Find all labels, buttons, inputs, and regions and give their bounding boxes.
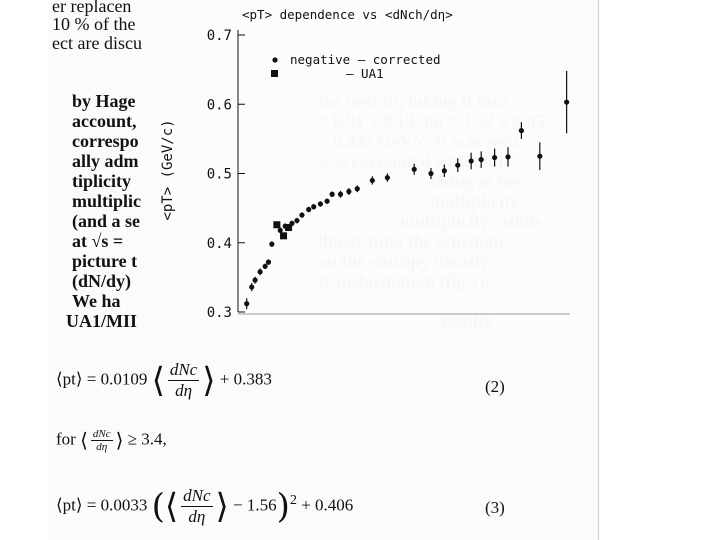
equation-2 — [56, 360, 272, 401]
data-point-negative — [325, 199, 330, 204]
legend — [271, 52, 441, 81]
equation-3-number: (3) — [485, 498, 505, 517]
pt-vs-multiplicity-figure — [150, 0, 586, 345]
eq3-lhs: ⟨pt⟩ = 0.0033 — [56, 495, 148, 515]
bg-line: er replacen — [52, 0, 132, 16]
data-point-negative — [537, 154, 542, 159]
data-point-negative — [294, 218, 299, 223]
eq3-frac-den: dη — [188, 507, 206, 526]
data-point-negative — [252, 278, 257, 283]
eq2-lhs: ⟨pt⟩ = 0.0109 — [56, 369, 148, 389]
legend-label-negative: negative — corrected — [290, 52, 441, 67]
bg-line: by Hage — [72, 91, 136, 111]
data-point-negative — [258, 269, 263, 274]
bg-line: 10 % of the — [52, 14, 136, 34]
data-point-negative — [564, 100, 569, 105]
legend-circle-marker — [272, 57, 277, 62]
eq2-frac-den: dη — [175, 381, 192, 400]
data-point-negative — [370, 178, 375, 183]
y-tick-label: 0.4 — [206, 235, 232, 252]
eq2-frac-num: dNc — [169, 360, 198, 379]
left-angle-bracket: ⟨ — [151, 360, 165, 401]
data-point-negative — [469, 158, 474, 163]
condition-frac-den: dη — [96, 441, 108, 453]
page-edge-line — [598, 0, 599, 540]
data-point-negative — [442, 168, 447, 173]
eq3-frac-num: dNc — [183, 486, 211, 505]
right-angle-bracket: ⟩ — [215, 486, 229, 527]
data-point-negative — [412, 167, 417, 172]
left-angle-bracket: ⟨ — [164, 486, 179, 527]
data-point-negative — [244, 301, 249, 306]
y-tick-label: 0.5 — [206, 166, 232, 183]
data-point-negative — [299, 212, 304, 217]
data-point-negative — [278, 228, 283, 233]
condition-frac-num: dNc — [92, 428, 111, 440]
bg-line: at √s = — [72, 231, 124, 251]
eq3-power: 2 — [289, 491, 297, 508]
left-paren: ( — [151, 486, 165, 527]
data-point-negative — [428, 171, 433, 176]
data-point-negative — [385, 175, 390, 180]
data-point-negative — [479, 157, 484, 162]
bg-line: tiplicity — [72, 171, 131, 191]
left-angle-bracket: ⟨ — [80, 430, 88, 452]
data-point-negative — [505, 154, 510, 159]
data-point-negative — [266, 260, 271, 265]
data-point-negative — [355, 186, 360, 191]
figure-title: <pT> dependence vs <dNch/dη> — [242, 7, 453, 22]
y-axis — [207, 28, 245, 321]
condition-suffix: ≥ 3.4, — [127, 429, 167, 449]
data-point-negative — [263, 264, 268, 269]
data-point-negative — [330, 192, 335, 197]
data-point-negative — [346, 189, 351, 194]
bg-line: picture t — [72, 251, 138, 271]
bg-line: We ha — [72, 291, 121, 311]
right-angle-bracket: ⟩ — [202, 360, 216, 401]
bg-line: correspo — [72, 131, 139, 151]
data-point-negative — [306, 207, 311, 212]
right-paren: ) — [276, 486, 290, 527]
bg-line: UA1/MII — [66, 311, 137, 331]
data-point-negative — [311, 204, 316, 209]
bg-line: multiplic — [72, 191, 142, 211]
legend-label-ua1: — UA1 — [346, 66, 384, 81]
y-axis-label: <pT> (GeV/c) — [160, 119, 176, 221]
data-point-negative — [269, 242, 274, 247]
data-point-negative — [519, 128, 524, 133]
bg-line: account, — [72, 111, 137, 131]
equation-3 — [56, 486, 353, 527]
data-point-negative — [249, 284, 254, 289]
data-points — [244, 71, 569, 309]
data-point-negative — [492, 155, 497, 160]
bg-line: (and a se — [72, 211, 141, 231]
condition-line — [56, 428, 167, 453]
y-tick-label: 0.7 — [206, 28, 232, 44]
condition-prefix: for — [56, 429, 76, 449]
data-point-negative — [338, 192, 343, 197]
bg-line: ect are discu — [52, 33, 142, 53]
data-point-ua1 — [285, 224, 292, 231]
data-point-negative — [318, 201, 323, 206]
data-point-ua1 — [280, 232, 287, 239]
y-tick-label: 0.6 — [206, 97, 232, 114]
eq3-minus: − 1.56 — [233, 495, 277, 515]
bg-line: (dN/dy) — [72, 271, 132, 291]
eq3-rhs: + 0.406 — [301, 495, 354, 515]
eq2-rhs: + 0.383 — [219, 369, 272, 389]
y-tick-label: 0.3 — [206, 305, 232, 321]
legend-square-marker — [271, 70, 278, 77]
bg-line: ally adm — [72, 151, 139, 171]
equation-2-number: (2) — [485, 377, 505, 396]
data-point-negative — [455, 163, 460, 168]
data-point-ua1 — [273, 221, 280, 228]
right-angle-bracket: ⟩ — [115, 430, 124, 452]
